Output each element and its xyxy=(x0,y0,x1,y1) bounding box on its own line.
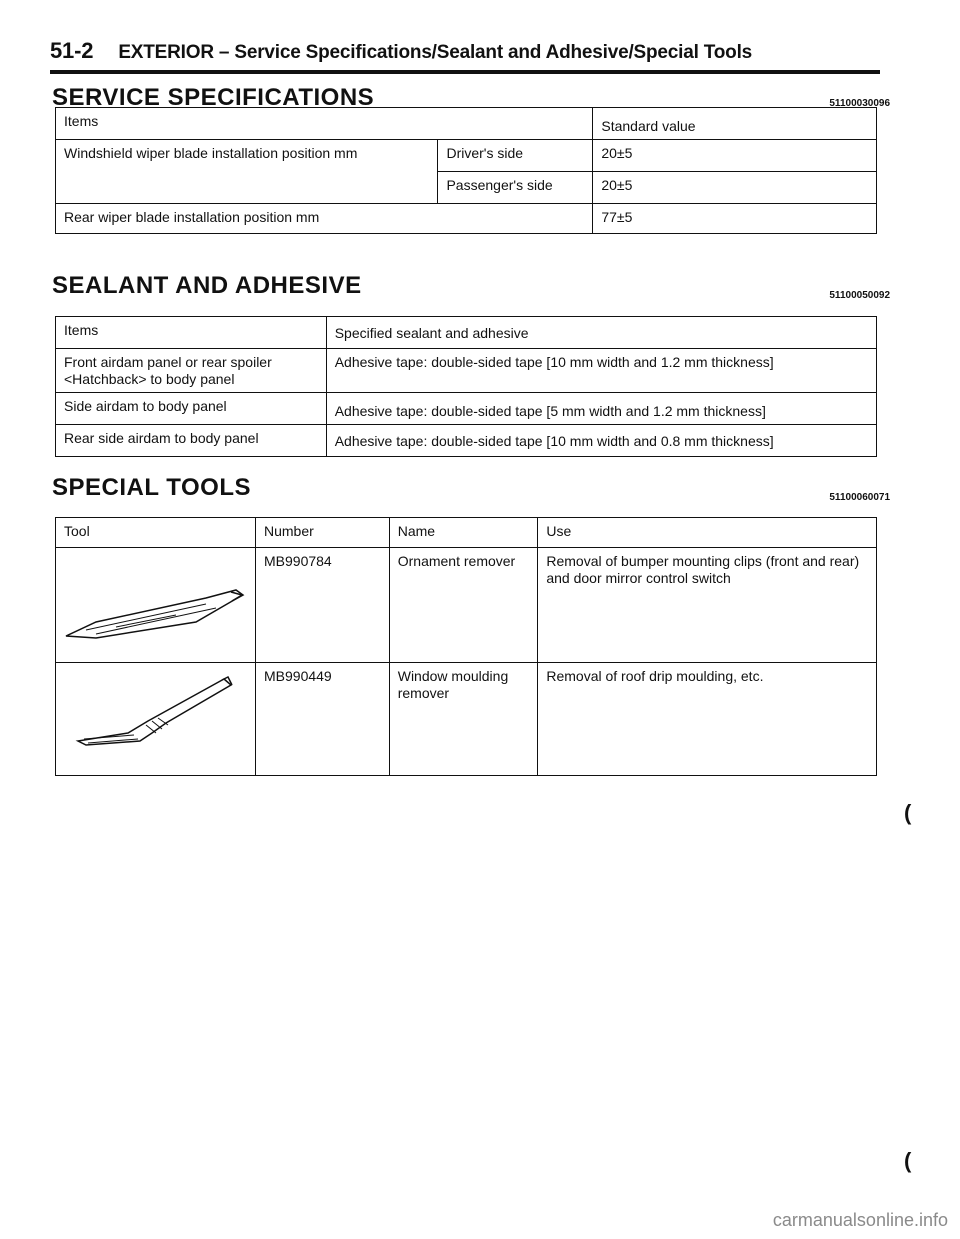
cell-number: MB990784 xyxy=(256,548,390,663)
table-header-row xyxy=(56,108,877,140)
special-tools-title: SPECIAL TOOLS xyxy=(52,474,251,501)
cell-spec: Adhesive tape: double-sided tape [10 mm width and 0.8 mm thickness] xyxy=(326,425,876,457)
table-header-row xyxy=(56,518,877,548)
page-number: 51-2 xyxy=(50,38,94,63)
cell-item: Side airdam to body panel xyxy=(56,393,327,425)
page-header-title: EXTERIOR – Service Specifications/Sealant and Adhesive/Special Tools xyxy=(118,42,753,63)
cell-item: Front airdam panel or rear spoiler <Hatchback> to body panel xyxy=(56,349,327,393)
cell-tool-image xyxy=(56,548,256,663)
header-cell-items: Items xyxy=(56,317,327,349)
header-cell-use: Use xyxy=(538,518,877,548)
special-tools-code: 51100060071 xyxy=(829,492,890,503)
cell-side: Passenger's side xyxy=(438,172,593,204)
sealant-adhesive-title: SEALANT AND ADHESIVE xyxy=(52,272,362,299)
special-tools-table xyxy=(55,517,877,776)
cell-name: Window moulding remover xyxy=(389,663,538,776)
table-header-row xyxy=(56,317,877,349)
cell-use: Removal of bumper mounting clips (front and rear) and door mirror control switch xyxy=(538,548,877,663)
service-specifications-code: 51100030096 xyxy=(829,98,890,109)
header-cell-items: Items xyxy=(56,108,593,140)
cell-tool-image xyxy=(56,663,256,776)
cell-value: 20±5 xyxy=(593,140,877,172)
header-cell-name: Name xyxy=(389,518,538,548)
table-row xyxy=(56,425,877,457)
sealant-adhesive-table xyxy=(55,316,877,457)
cell-name: Ornament remover xyxy=(389,548,538,663)
page-header xyxy=(50,38,878,64)
header-cell-standard-value: Standard value xyxy=(593,108,877,140)
header-cell-number: Number xyxy=(256,518,390,548)
cell-value: 77±5 xyxy=(593,204,877,234)
ornament-remover-icon xyxy=(56,548,255,658)
cell-spec: Adhesive tape: double-sided tape [5 mm width and 1.2 mm thickness] xyxy=(326,393,876,425)
margin-mark: ( xyxy=(904,800,912,825)
cell-side: Driver's side xyxy=(438,140,593,172)
cell-use: Removal of roof drip moulding, etc. xyxy=(538,663,877,776)
table-row xyxy=(56,663,877,776)
header-cell-specified: Specified sealant and adhesive xyxy=(326,317,876,349)
service-specifications-table xyxy=(55,107,877,234)
cell-item: Windshield wiper blade installation position mm xyxy=(56,140,438,204)
window-moulding-remover-icon xyxy=(56,663,255,771)
cell-value: 20±5 xyxy=(593,172,877,204)
cell-item: Rear wiper blade installation position mm xyxy=(56,204,593,234)
header-rule xyxy=(50,70,880,74)
cell-number: MB990449 xyxy=(256,663,390,776)
table-row xyxy=(56,349,877,393)
cell-spec: Adhesive tape: double-sided tape [10 mm width and 1.2 mm thickness] xyxy=(326,349,876,393)
cell-item: Rear side airdam to body panel xyxy=(56,425,327,457)
margin-mark: ( xyxy=(904,1148,912,1173)
table-row xyxy=(56,140,877,172)
header-cell-tool: Tool xyxy=(56,518,256,548)
table-row xyxy=(56,204,877,234)
sealant-adhesive-code: 51100050092 xyxy=(829,290,890,301)
footer-watermark-link[interactable]: carmanualsonline.info xyxy=(772,1210,948,1230)
table-row xyxy=(56,393,877,425)
service-specifications-title: SERVICE SPECIFICATIONS xyxy=(52,84,375,111)
table-row xyxy=(56,548,877,663)
